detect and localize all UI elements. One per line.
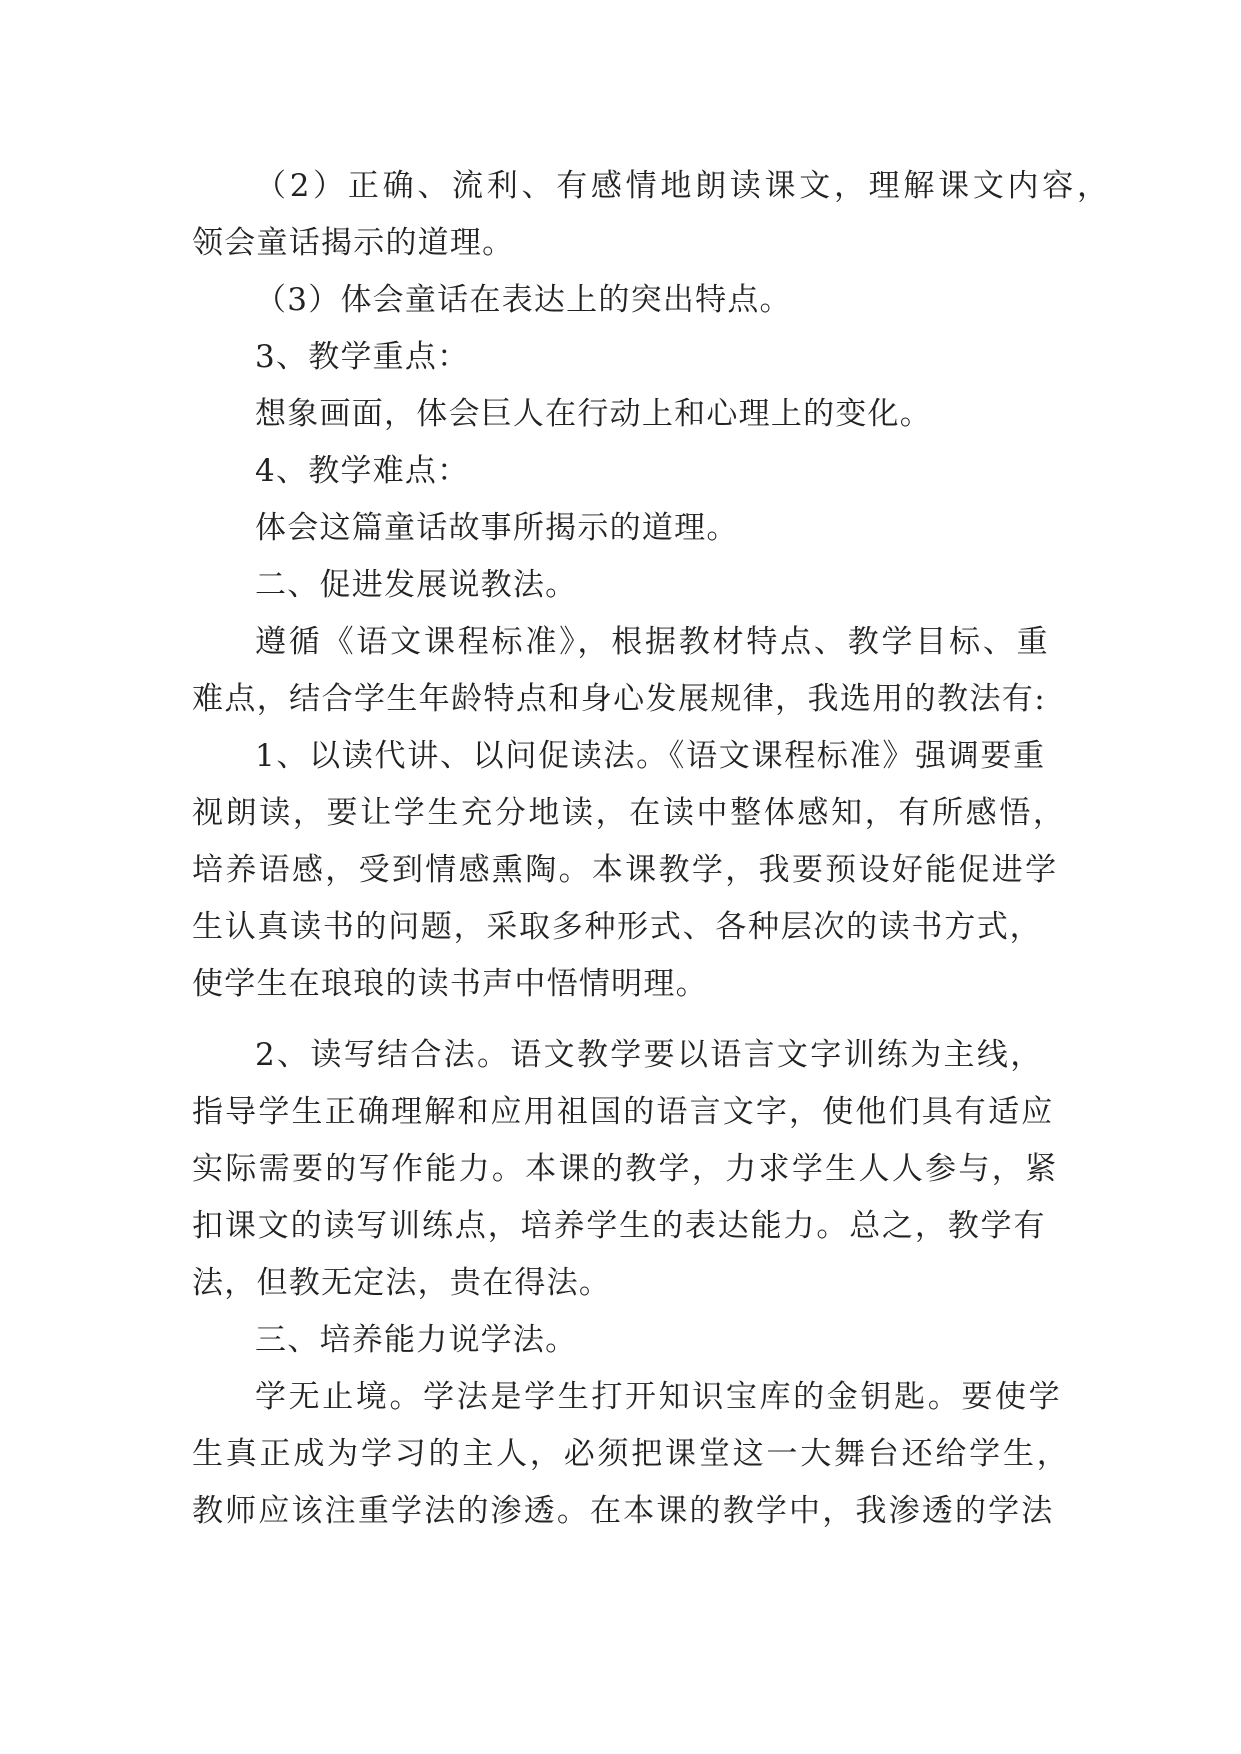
paragraph-line: 使学生在琅琅的读书声中悟情明理。 [192,966,708,1002]
paragraph-line: 指导学生正确理解和应用祖国的语言文字，使他们具有适应 [192,1094,1055,1130]
paragraph-line: 实际需要的写作能力。本课的教学，力求学生人人参与，紧 [192,1151,1059,1187]
paragraph-line: 生认真读书的问题，采取多种形式、各种层次的读书方式， [192,909,1043,945]
section-heading: 二、促进发展说教法。 [255,567,578,603]
paragraph-line: （2）正确、流利、有感情地朗读课文，理解课文内容， [255,168,1112,204]
paragraph-line: 培养语感，受到情感熏陶。本课教学，我要预设好能促进学 [192,852,1059,888]
paragraph-line: 领会童话揭示的道理。 [192,225,515,261]
paragraph-line: 难点，结合学生年龄特点和身心发展规律，我选用的教法有: [192,681,1047,717]
paragraph-line: 想象画面，体会巨人在行动上和心理上的变化。 [255,396,933,432]
section-heading: 4、教学难点： [255,453,470,489]
paragraph-line: 学无止境。学法是学生打开知识宝库的金钥匙。要使学 [255,1379,1063,1415]
section-heading: 3、教学重点： [255,339,470,375]
paragraph-line: 教师应该注重学法的渗透。在本课的教学中，我渗透的学法 [192,1493,1055,1529]
paragraph-line: 2、读写结合法。语文教学要以语言文字训练为主线， [255,1037,1044,1073]
paragraph-line: 法，但教无定法，贵在得法。 [192,1265,612,1301]
paragraph-line: 生真正成为学习的主人，必须把课堂这一大舞台还给学生， [192,1436,1071,1472]
paragraph-line: 遵循《语文课程标准》，根据教材特点、教学目标、重 [255,624,1051,660]
paragraph-line: 扣课文的读写训练点，培养学生的表达能力。总之，教学有 [192,1208,1047,1244]
paragraph-line: 视朗读，要让学生充分地读，在读中整体感知，有所感悟， [192,795,1067,831]
paragraph-line: （3）体会童话在表达上的突出特点。 [255,282,792,318]
paragraph-line: 体会这篇童话故事所揭示的道理。 [255,510,739,546]
paragraph-line: 1、以读代讲、以问促读法。《语文课程标准》强调要重 [255,738,1046,774]
section-heading: 三、培养能力说学法。 [255,1322,578,1358]
